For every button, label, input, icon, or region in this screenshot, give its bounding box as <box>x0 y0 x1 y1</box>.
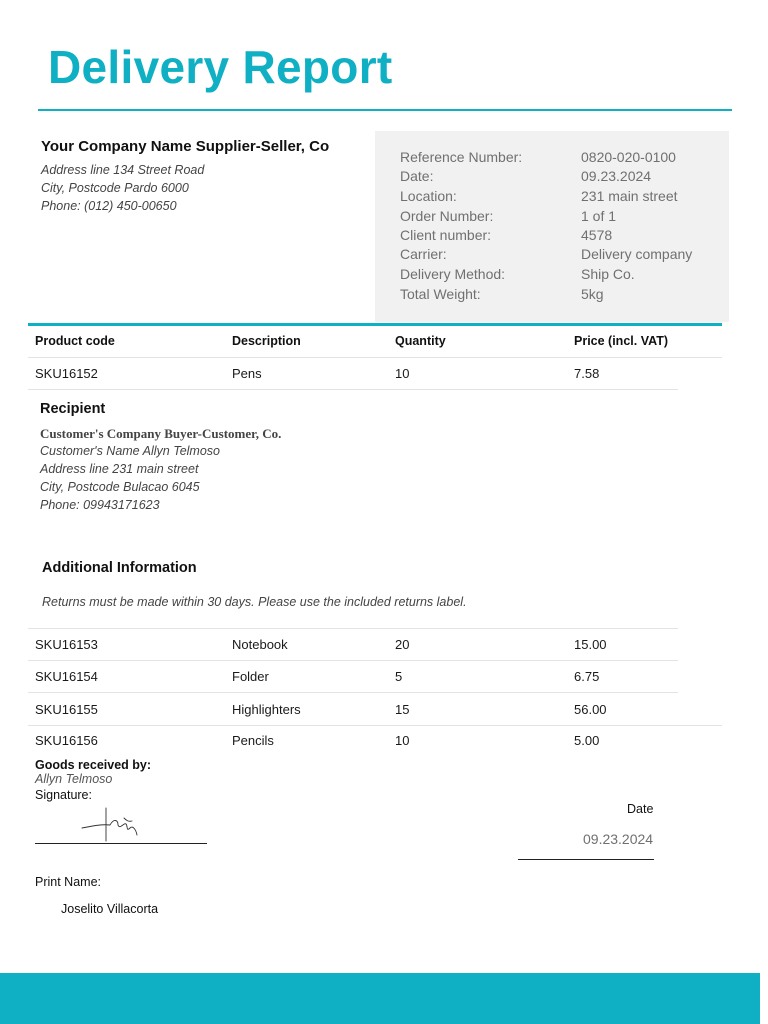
row-divider <box>28 692 678 693</box>
date-value: 09.23.2024 <box>583 831 654 847</box>
cell-price: 6.75 <box>574 669 600 684</box>
info-label: Reference Number: <box>400 149 523 165</box>
cell-description: Notebook <box>232 637 288 652</box>
info-label: Carrier: <box>400 246 447 262</box>
info-label: Date: <box>400 168 434 184</box>
row-divider <box>28 660 678 661</box>
page-title: Delivery Report <box>48 41 393 93</box>
info-label: Location: <box>400 188 457 204</box>
row-divider <box>28 389 678 390</box>
info-value: 1 of 1 <box>581 208 617 224</box>
print-name-value: Joselito Villacorta <box>61 902 159 916</box>
cell-product-code: SKU16153 <box>35 637 98 652</box>
print-name-label: Print Name: <box>35 875 101 889</box>
col-header-product-code: Product code <box>35 334 115 348</box>
recipient-address: Address line 231 main street <box>40 462 199 476</box>
cell-quantity: 15 <box>395 702 410 717</box>
cell-description: Folder <box>232 669 269 684</box>
info-label: Client number: <box>400 227 492 243</box>
col-header-quantity: Quantity <box>395 334 446 348</box>
cell-price: 5.00 <box>574 733 600 748</box>
cell-description: Pencils <box>232 733 274 748</box>
info-value: 4578 <box>581 227 613 243</box>
cell-description: Pens <box>232 366 262 381</box>
goods-received-name: Allyn Telmoso <box>35 772 113 786</box>
cell-product-code: SKU16155 <box>35 702 98 717</box>
date-line <box>518 859 654 860</box>
recipient-phone: Phone: 09943171623 <box>40 498 160 512</box>
cell-quantity: 10 <box>395 733 410 748</box>
additional-info-heading: Additional Information <box>42 560 197 576</box>
recipient-name: Customer's Name Allyn Telmoso <box>40 444 220 458</box>
cell-description: Highlighters <box>232 702 301 717</box>
recipient-company: Customer's Company Buyer-Customer, Co. <box>40 426 282 441</box>
info-value: 0820-020-0100 <box>581 149 676 165</box>
row-divider <box>28 357 722 358</box>
info-value: Ship Co. <box>581 266 635 282</box>
cell-product-code: SKU16156 <box>35 733 98 748</box>
info-label: Total Weight: <box>400 286 481 302</box>
order-info-panel <box>375 131 729 322</box>
cell-quantity: 10 <box>395 366 410 381</box>
returns-note: Returns must be made within 30 days. Please use the included returns label. <box>42 595 467 609</box>
title-divider <box>38 109 732 111</box>
supplier-name: Your Company Name Supplier-Seller, Co <box>41 138 330 155</box>
row-divider <box>28 725 722 726</box>
cell-price: 7.58 <box>574 366 600 381</box>
cell-quantity: 5 <box>395 669 403 684</box>
date-label: Date <box>627 802 654 816</box>
goods-received-label: Goods received by: <box>35 758 152 772</box>
info-value: 09.23.2024 <box>581 168 652 184</box>
info-label: Order Number: <box>400 208 494 224</box>
cell-price: 56.00 <box>574 702 607 717</box>
row-divider <box>28 628 678 629</box>
signature-label: Signature: <box>35 788 92 802</box>
info-value: 5kg <box>581 286 604 302</box>
info-value: Delivery company <box>581 246 693 262</box>
info-label: Delivery Method: <box>400 266 506 282</box>
col-header-description: Description <box>232 334 301 348</box>
cell-quantity: 20 <box>395 637 410 652</box>
footer-bar <box>0 973 760 1024</box>
signature-line <box>35 843 207 844</box>
cell-price: 15.00 <box>574 637 607 652</box>
signature-image <box>80 806 142 842</box>
cell-product-code: SKU16154 <box>35 669 98 684</box>
recipient-heading: Recipient <box>40 401 106 417</box>
col-header-price: Price (incl. VAT) <box>574 334 669 348</box>
supplier-address: Address line 134 Street Road <box>41 163 205 177</box>
table-top-rule <box>28 323 722 326</box>
supplier-phone: Phone: (012) 450-00650 <box>41 199 177 213</box>
supplier-city: City, Postcode Pardo 6000 <box>41 181 189 195</box>
cell-product-code: SKU16152 <box>35 366 98 381</box>
recipient-city: City, Postcode Bulacao 6045 <box>40 480 200 494</box>
info-value: 231 main street <box>581 188 678 204</box>
